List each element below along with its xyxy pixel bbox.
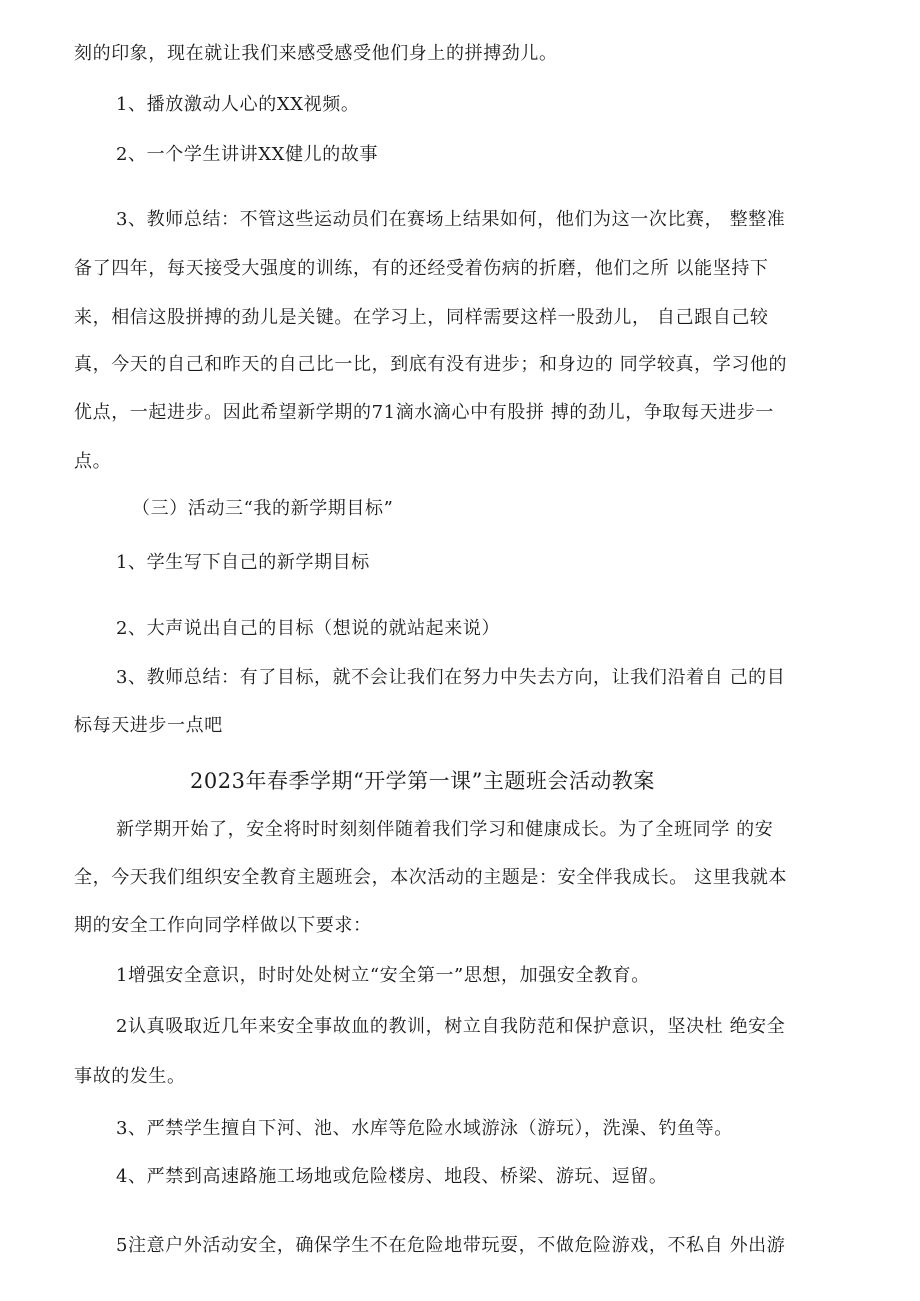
list-item: 5注意户外活动安全，确保学生不在危险地带玩耍，不做危险游戏，不私自 外出游	[116, 1235, 786, 1256]
list-item: 3、教师总结：有了目标，就不会让我们在努力中失去方向，让我们沿着自 己的目	[116, 667, 786, 688]
list-item: 1、播放激动人心的XX视频。	[116, 94, 360, 115]
list-item: 1增强安全意识，时时处处树立“安全第一”思想，加强安全教育。	[116, 965, 650, 986]
text-line: 备了四年，每天接受大强度的训练，有的还经受着伤病的折磨，他们之所 以能坚持下	[74, 258, 769, 279]
list-item: 3、教师总结：不管这些运动员们在赛场上结果如何，他们为这一次比赛， 整整准	[116, 209, 786, 230]
text-line: 新学期开始了，安全将时时刻刻伴随着我们学习和健康成长。为了全班同学 的安	[116, 819, 774, 840]
text-line: 刻的印象，现在就让我们来感受感受他们身上的拼搏劲儿。	[74, 43, 558, 64]
text-line: 期的安全工作向同学样做以下要求：	[74, 915, 372, 936]
text-line: 优点，一起进步。因此希望新学期的71滴水滴心中有股拼 搏的劲儿，争取每天进步一	[74, 402, 775, 423]
section-heading: （三）活动三“我的新学期目标”	[132, 498, 394, 519]
list-item: 2、一个学生讲讲XX健儿的故事	[116, 144, 379, 165]
text-line: 事故的发生。	[74, 1066, 186, 1087]
text-line: 标每天进步一点吧	[74, 715, 223, 736]
list-item: 2、大声说出自己的目标（想说的就站起来说）	[116, 618, 501, 639]
text-line: 点。	[74, 451, 112, 472]
document-title: 2023年春季学期“开学第一课”主题班会活动教案	[190, 769, 655, 793]
list-item: 1、学生写下自己的新学期目标	[116, 552, 370, 573]
list-item: 2认真吸取近几年来安全事故血的教训，树立自我防范和保护意识，坚决杜 绝安全	[116, 1016, 786, 1037]
list-item: 4、严禁到高速路施工场地或危险楼房、地段、桥梁、游玩、逗留。	[116, 1166, 668, 1187]
list-item: 3、严禁学生擅自下河、池、水库等危险水域游泳（游玩），洗澡、钓鱼等。	[116, 1118, 733, 1139]
text-line: 真，今天的自己和昨天的自己比一比，到底有没有进步；和身边的 同学较真，学习他的	[74, 354, 788, 375]
text-line: 全，今天我们组织安全教育主题班会，本次活动的主题是：安全伴我成长。 这里我就本	[74, 867, 788, 888]
text-line: 来，相信这股拼搏的劲儿是关键。在学习上，同样需要这样一股劲儿， 自己跟自己较	[74, 307, 769, 328]
